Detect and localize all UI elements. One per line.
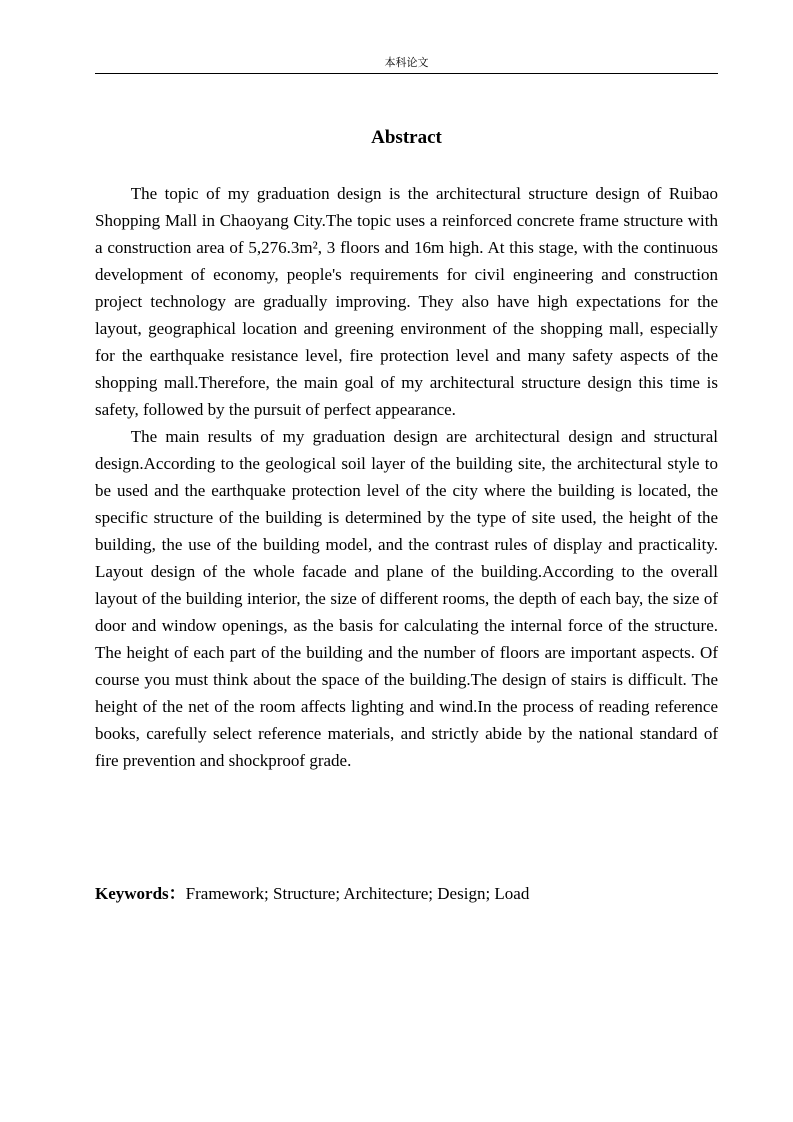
abstract-paragraph-1: The topic of my graduation design is the architectural structure design of Ruibao Shopping Mall in Chaoyang City.The topic uses a reinforced concrete frame structure with a construction area of 5,276.3m², 3 floors and 16m high. At this stage, with the continuous development of economy, people's requirements for civil engineering and construction project technology are gradually improving. They also have high expectations for the layout, geographical location and greening environment of the shopping mall, especially for the earthquake resistance level, fire protection level and many safety aspects of the shopping mall.Therefore, the main goal of my architectural structure design this time is safety, followed by the pursuit of perfect appearance. xyxy=(95,184,718,419)
keywords-value: Framework; Structure; Architecture; Design; Load xyxy=(185,884,530,903)
abstract-title: Abstract xyxy=(371,127,442,148)
abstract-body xyxy=(95,180,718,774)
running-header: 本科论文 xyxy=(384,56,429,69)
abstract-paragraph-2: The main results of my graduation design are architectural design and structural design.According to the geological soil layer of the building site, the architectural style to be used and the earthquake protection level of the city where the building is located, the specific structure of the building is determined by the type of site used, the height of the building, the use of the building model, and the contrast rules of display and practicality. Layout design of the whole facade and plane of the building.According to the overall layout of the building interior, the size of different rooms, the depth of each bay, the size of door and window openings, as the basis for calculating the internal force of the structure. The height of each part of the building and the number of floors are important aspects. Of course you must think about the space of the building.The design of stairs is difficult. The height of the net of the room affects lighting and wind.In the process of reading reference books, carefully select reference materials, and strictly abide by the national standard of fire prevention and shockproof grade. xyxy=(95,427,718,770)
header-rule xyxy=(95,73,718,74)
keywords-line xyxy=(95,880,718,907)
keywords-label: Keywords： xyxy=(95,884,186,903)
